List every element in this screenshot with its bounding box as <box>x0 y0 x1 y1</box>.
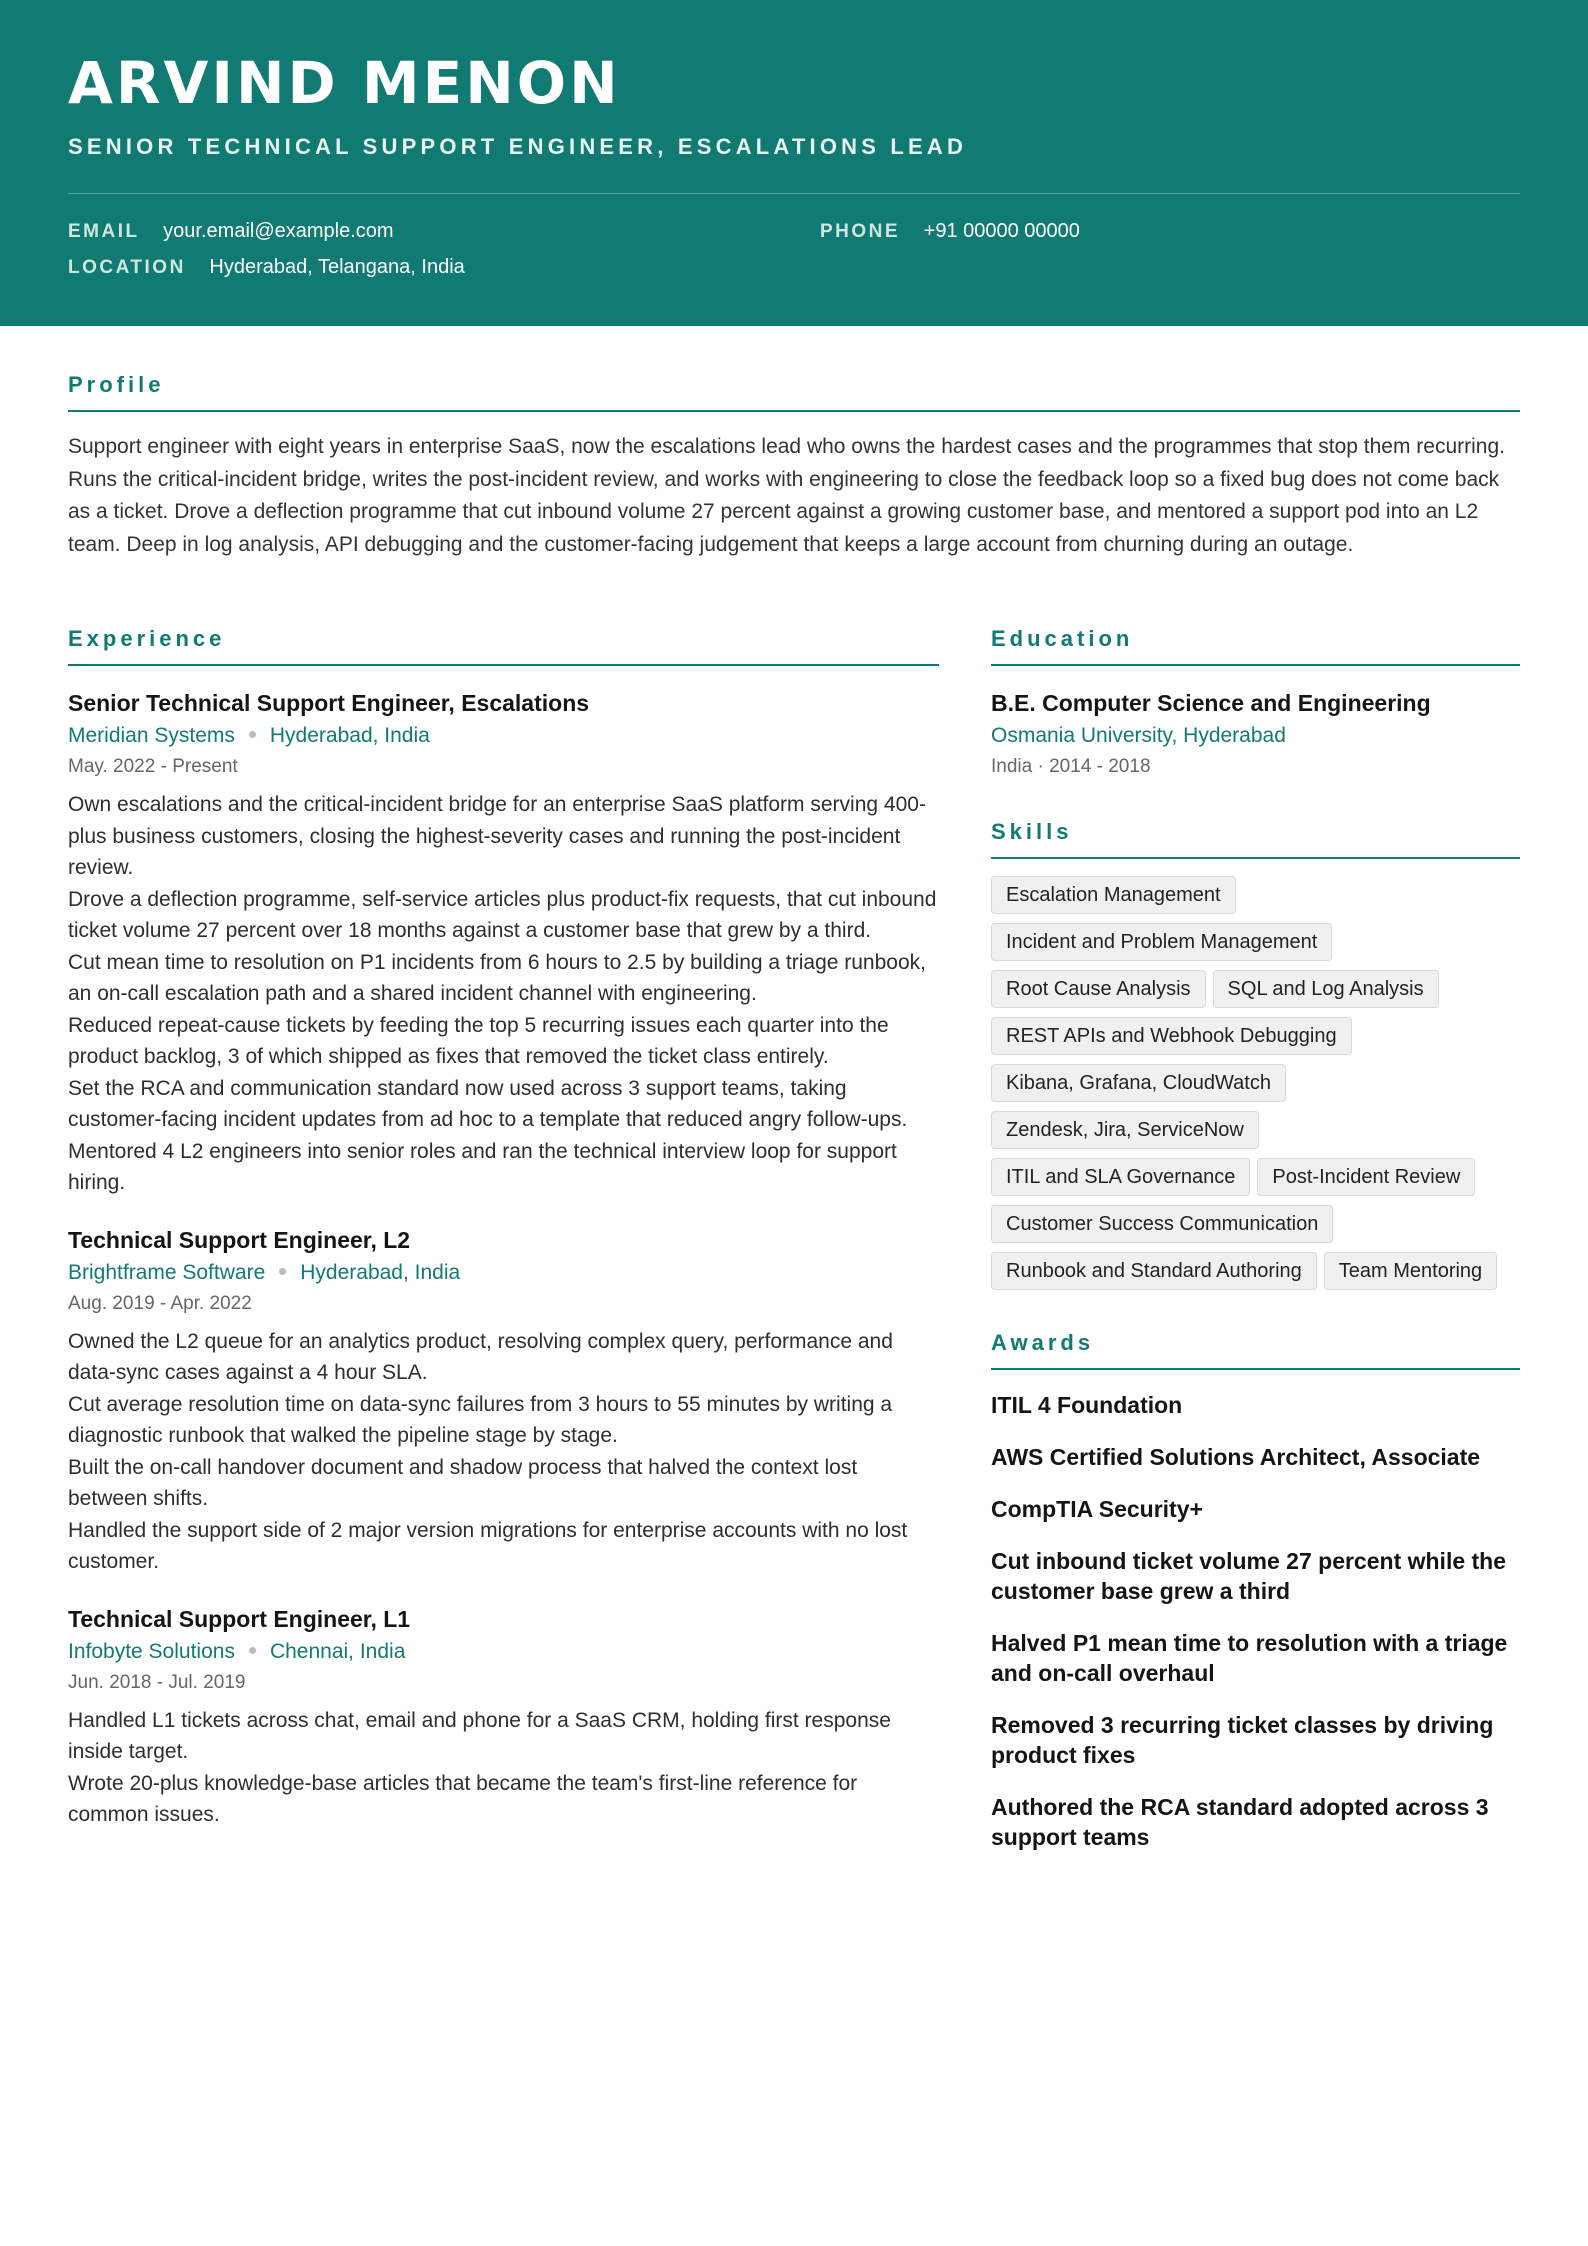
job-bullet: Mentored 4 L2 engineers into senior roles and ran the technical interview loop for support hiring. <box>68 1139 897 1194</box>
job-entry <box>68 1604 939 1831</box>
job-bullet: Cut average resolution time on data-sync failures from 3 hours to 55 minutes by writing a diagnostic runbook that walked the pipeline stage by stage. <box>68 1392 893 1447</box>
awards-list <box>991 1390 1520 1852</box>
education-meta: India · 2014 - 2018 <box>991 756 1151 777</box>
skill-chip: Kibana, Grafana, CloudWatch <box>991 1064 1286 1102</box>
job-bullet: Handled L1 tickets across chat, email and phone for a SaaS CRM, holding first response inside target. <box>68 1708 891 1763</box>
job-location: Hyderabad, India <box>269 724 430 747</box>
skills-list <box>991 876 1520 1290</box>
section-heading: Skills <box>991 819 1520 859</box>
award-item: Removed 3 recurring ticket classes by driving product fixes <box>991 1712 1494 1768</box>
skills-section <box>991 819 1520 1290</box>
job-bullets <box>68 1326 939 1578</box>
job-bullets <box>68 1705 939 1831</box>
award-item: Authored the RCA standard adopted across 3 support teams <box>991 1794 1489 1850</box>
job-dates: Jun. 2018 - Jul. 2019 <box>68 1671 246 1693</box>
degree-title: B.E. Computer Science and Engineering <box>991 690 1431 716</box>
job-bullet: Set the RCA and communication standard now used across 3 support teams, taking customer-facing incident updates from ad hoc to a template that reduced angry follow-ups. <box>68 1076 908 1131</box>
job-title: Senior Technical Support Engineer, Escalations <box>68 690 590 716</box>
skill-chip: SQL and Log Analysis <box>1213 970 1439 1008</box>
job-bullet: Cut mean time to resolution on P1 incidents from 6 hours to 2.5 by building a triage runbook, an on-call escalation path and a shared incident channel with engineering. <box>68 950 926 1005</box>
job-location: Chennai, India <box>269 1639 406 1663</box>
award-item: ITIL 4 Foundation <box>991 1392 1183 1418</box>
job-dates: Aug. 2019 - Apr. 2022 <box>68 1292 252 1314</box>
job-meta <box>68 1258 939 1288</box>
contact-label: EMAIL <box>68 221 140 242</box>
job-bullets <box>68 789 939 1199</box>
resume-body <box>68 326 1520 1850</box>
experience-section <box>68 626 939 1831</box>
profile-summary: Support engineer with eight years in enterprise SaaS, now the escalations lead who owns the hardest cases and the programmes that stop them recurring. Runs the critical-incident bridge, writes the post-incident review, and works with engineering to close the feedback loop so a fixed bug does not come back as a ticket. Drove a deflection programme that cut inbound volume 27 percent against a growing customer base, and mentored a support pod into an L2 team. Deep in log analysis, API debugging and the customer-facing judgement that keeps a large account from churning during an outage. <box>68 435 1505 556</box>
job-meta <box>68 721 939 751</box>
contact-phone <box>820 220 1080 243</box>
contact-label: LOCATION <box>68 257 186 278</box>
skill-chip: Zendesk, Jira, ServiceNow <box>991 1111 1259 1149</box>
location-value: Hyderabad, Telangana, India <box>209 256 465 278</box>
contact-block <box>68 220 1520 300</box>
job-title: Technical Support Engineer, L2 <box>68 1226 411 1253</box>
skill-chip: Escalation Management <box>991 876 1236 914</box>
skill-chip: Post-Incident Review <box>1257 1158 1475 1196</box>
job-bullet: Drove a deflection programme, self-service articles plus product-fix requests, that cut inbound ticket volume 27 percent over 18 months against a customer base that grew by a third. <box>68 887 937 942</box>
job-bullet: Wrote 20-plus knowledge-base articles that became the team's first-line reference for common issues. <box>68 1771 858 1826</box>
job-bullet: Built the on-call handover document and shadow process that halved the context lost between shifts. <box>68 1455 858 1510</box>
awards-section <box>991 1330 1520 1852</box>
phone-value[interactable]: +91 00000 00000 <box>923 220 1080 242</box>
skill-chip: ITIL and SLA Governance <box>991 1158 1250 1196</box>
job-bullet: Own escalations and the critical-incident bridge for an enterprise SaaS platform serving 400-plus business customers, closing the highest-severity cases and running the post-incident review. <box>68 793 926 879</box>
job-bullet: Handled the support side of 2 major version migrations for enterprise accounts with no lost customer. <box>68 1518 908 1573</box>
candidate-title: SENIOR TECHNICAL SUPPORT ENGINEER, ESCALATIONS LEAD <box>68 134 968 159</box>
skill-chip: REST APIs and Webhook Debugging <box>991 1017 1352 1055</box>
profile-section <box>68 372 1520 561</box>
job-dates: May. 2022 - Present <box>68 756 238 777</box>
sidebar-column <box>991 626 1520 1852</box>
job-bullet: Owned the L2 queue for an analytics product, resolving complex query, performance and data-sync cases against a 4 hour SLA. <box>68 1329 893 1384</box>
award-item: AWS Certified Solutions Architect, Associate <box>991 1444 1481 1470</box>
section-heading: Awards <box>991 1330 1520 1370</box>
company-name: Brightframe Software <box>68 1260 266 1284</box>
skill-chip: Customer Success Communication <box>991 1205 1333 1243</box>
resume-header <box>0 0 1588 326</box>
company-name: Infobyte Solutions <box>68 1639 235 1663</box>
skill-chip: Incident and Problem Management <box>991 923 1332 961</box>
award-item: Cut inbound ticket volume 27 percent while the customer base grew a third <box>991 1548 1507 1604</box>
header-divider <box>68 193 1520 194</box>
separator-dot <box>249 1647 256 1654</box>
skill-chip: Root Cause Analysis <box>991 970 1206 1008</box>
contact-email <box>68 220 394 243</box>
section-heading: Education <box>991 626 1520 666</box>
job-location: Hyderabad, India <box>300 1260 461 1284</box>
job-entry <box>68 688 939 1199</box>
company-name: Meridian Systems <box>68 724 235 747</box>
award-item: Halved P1 mean time to resolution with a triage and on-call overhaul <box>991 1630 1508 1686</box>
skill-chip: Runbook and Standard Authoring <box>991 1252 1317 1290</box>
section-heading: Experience <box>68 626 939 666</box>
skill-chip: Team Mentoring <box>1324 1252 1497 1290</box>
contact-location <box>68 256 465 279</box>
job-bullet: Reduced repeat-cause tickets by feeding the top 5 recurring issues each quarter into the product backlog, 3 of which shipped as fixes that removed the ticket class entirely. <box>68 1013 889 1068</box>
candidate-name: ARVIND MENON <box>68 49 621 117</box>
email-value[interactable]: your.email@example.com <box>163 220 394 242</box>
job-title: Technical Support Engineer, L1 <box>68 1605 411 1632</box>
school-name: Osmania University, Hyderabad <box>991 724 1286 747</box>
job-meta <box>68 1637 939 1667</box>
separator-dot <box>279 1268 286 1275</box>
education-section <box>991 626 1520 781</box>
award-item: CompTIA Security+ <box>991 1496 1203 1522</box>
section-heading: Profile <box>68 372 1520 412</box>
separator-dot <box>249 731 256 738</box>
job-entry <box>68 1225 939 1578</box>
contact-label: PHONE <box>820 221 901 242</box>
